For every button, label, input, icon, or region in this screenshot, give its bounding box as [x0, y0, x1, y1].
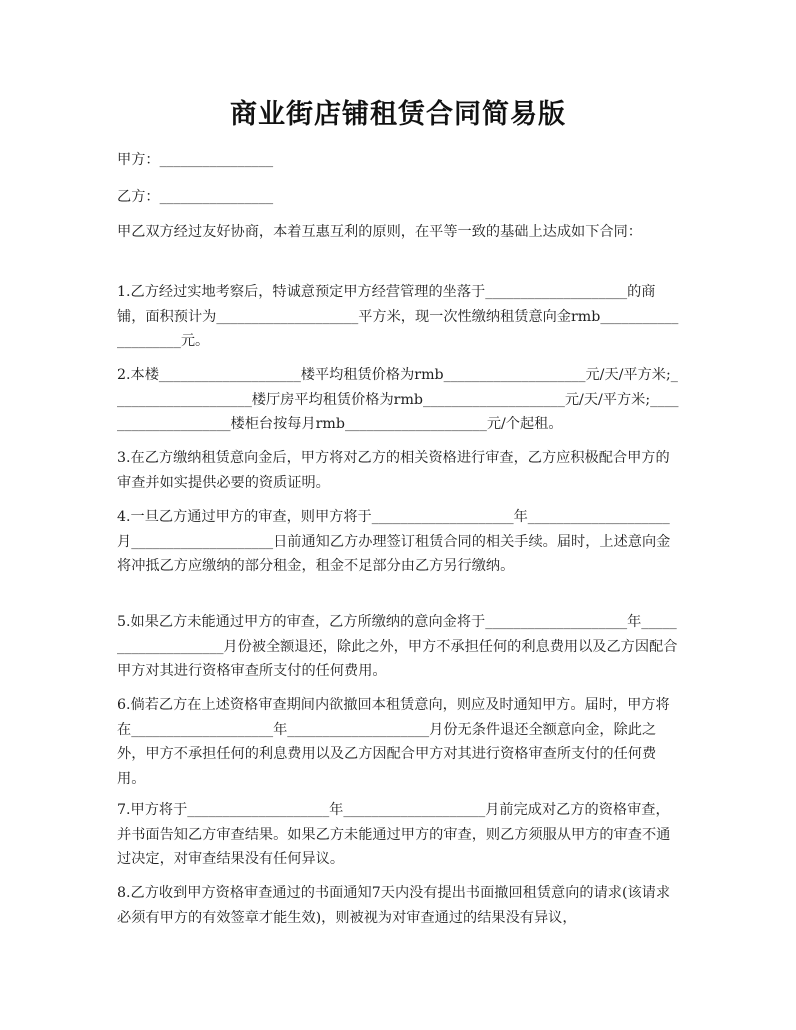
intro-paragraph: 甲乙双方经过友好协商，本着互惠互利的原则，在平等一致的基础上达成如下合同：	[117, 224, 642, 240]
document-title: 商业街店铺租赁合同简易版	[230, 99, 566, 130]
clause-4: 4.一旦乙方通过甲方的审查，则甲方将于____________________年____________________月____________________日前通知乙方办理签订租赁合同的相关手续。届时，上述意向金将冲抵乙方应缴纳的部分租金，租金不足部分由乙方另行缴纳。	[117, 509, 671, 574]
clause-5: 5.如果乙方未能通过甲方的审查，乙方所缴纳的意向金将于____________________年____________________月份被全额退还，除此之外，甲方不承担任何的利息费用以及乙方因配合甲方对其进行资格审查所支付的任何费用。	[117, 614, 678, 679]
clause-2: 2.本楼____________________楼平均租赁价格为rmb____________________元/天/平方米;____________________楼厅房平均租赁价格为rmb____________________元/天/平方米;____________________楼柜台按每月rmb____________________元/个起租。	[117, 367, 679, 432]
party-a-line: 甲方：________________	[117, 152, 274, 168]
clause-6: 6.倘若乙方在上述资格审查期间内欲撤回本租赁意向，则应及时通知甲方。届时，甲方将在____________________年____________________月份无条件退还全额意向金，除此之外，甲方不承担任何的利息费用以及乙方因配合甲方对其进行资格审查所支付的任何费用。	[117, 697, 670, 787]
clause-3: 3.在乙方缴纳租赁意向金后，甲方将对乙方的相关资格进行审查，乙方应积极配合甲方的审查并如实提供必要的资质证明。	[117, 450, 670, 491]
clause-7: 7.甲方将于____________________年____________________月前完成对乙方的资格审查，并书面告知乙方审查结果。如果乙方未能通过甲方的审查，则乙方须服从甲方的审查不通过决定，对审查结果没有任何异议。	[117, 802, 671, 867]
party-b-line: 乙方：________________	[117, 189, 274, 205]
clause-8: 8.乙方收到甲方资格审查通过的书面通知7天内没有提出书面撤回租赁意向的请求(该请求必须有甲方的有效签章才能生效)，则被视为对审查通过的结果没有异议，	[117, 885, 671, 926]
clause-1: 1.乙方经过实地考察后，特诚意预定甲方经营管理的坐落于____________________的商铺，面积预计为____________________平方米，现一次性缴纳租赁意向金rmb____________________元。	[117, 284, 679, 349]
